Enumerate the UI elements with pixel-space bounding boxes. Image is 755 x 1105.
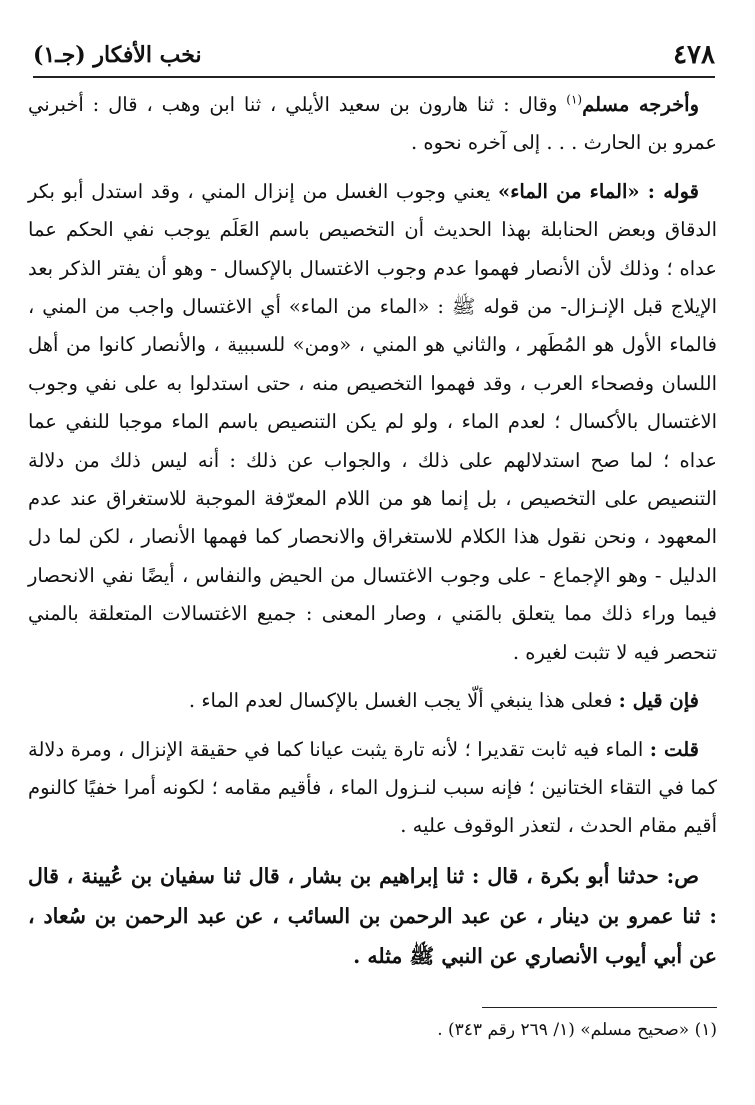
paragraph-muslim-narration xyxy=(28,86,717,163)
page-header xyxy=(33,36,715,78)
page-number: ٤٧٨ xyxy=(673,40,715,70)
paragraph-text: وقال : ثنا هارون بن سعيد الأيلي ، ثنا ابن وهب ، قال : أخبرني عمرو بن الحارث . . . إلى آخره نحوه . xyxy=(28,93,717,155)
lead-phrase: قوله : «الماء من الماء» xyxy=(498,179,699,203)
footnote-divider xyxy=(482,1007,717,1008)
main-text xyxy=(28,86,717,986)
lead-phrase: وأخرجه مسلم xyxy=(582,93,699,116)
lead-phrase: فإن قيل : xyxy=(618,689,699,713)
paragraph-hadith-chain: ص: حدثنا أبو بكرة ، قال : ثنا إبراهيم بن بشار ، قال ثنا سفيان بن عُيينة ، قال : ثنا عمرو بن دينار ، عن عبد الرحمن بن السائب ، عن عبد الرحمن بن سُعاد ، عن أبي أيوب الأنصاري عن النبي ﷺ مثله . xyxy=(28,863,717,968)
paragraph-text: فعلى هذا ينبغي ألّا يجب الغسل بالإكسال لعدم الماء . xyxy=(188,689,619,713)
footnote: (١) «صحيح مسلم» (١/ ٢٦٩ رقم ٣٤٣) . xyxy=(437,1020,717,1040)
paragraph-reply xyxy=(28,731,717,846)
paragraph-commentary xyxy=(28,173,717,672)
paragraph-objection xyxy=(28,682,717,720)
running-title: نخب الأفكار (جـ١) xyxy=(33,42,202,68)
lead-phrase: قلت : xyxy=(649,737,699,761)
paragraph-text: الماء فيه ثابت تقديرا ؛ لأنه تارة يثبت عيانا كما في حقيقة الإنزال ، ومرة دلالة كما في التقاء الختانين ؛ فإنه سبب لنـزول الماء ، فأقيم مقامه ؛ لكونه أمرا خفيًا كالنوم أقيم مقام الحدث ، لتعذر الوقوف عليه . xyxy=(28,737,717,838)
paragraph-text: يعني وجوب الغسل من إنزال المني ، وقد استدل أبو بكر الدقاق وبعض الحنابلة بهذا الحديث أن التخصيص باسم العَلَم يوجب نفي الحكم عما عداه ؛ وذلك لأن الأنصار فهموا عدم وجوب الاغتسال بالإكسال - وهو أن يفتر الذكر بعد الإيلاج قبل الإنـزال- من قوله ﷺ : «الماء من الماء» أي الاغتسال واجب من المني ، فالماء الأول هو المُطَهر ، والثاني هو المني ، «ومن» للسببية ، والأنصار كانوا من أهل اللسان وفصحاء العرب ، وقد فهموا التخصيص منه ، حتى استدلوا به على نفي وجوب الاغتسال بالأكسال ؛ لعدم الماء ، ولو لم يكن التنصيص باسم الماء موجبا للنفي عما عداه ؛ لما صح استدلالهم على ذلك ، والجواب عن ذلك : أنه ليس ذلك من دلالة التنصيص على التخصيص ، بل إنما هو من اللام المعرّفة الموجبة للاستغراق عند عدم المعهود ، ونحن نقول هذا الكلام للاستغراق والانحصار كما فهمها الأنصار ، لكن لما دل الدليل - وهو الإجماع - على وجوب الاغتسال من الحيض والنفاس ، أيضًا نفي الانحصار فيما وراء ذلك مما يتعلق بالمَني ، وصار المعنى : جميع الاغتسالات المتعلقة بالمني تنحصر فيه لا تثبت لغيره . xyxy=(28,179,717,664)
footnote-ref: (١) xyxy=(566,92,583,107)
